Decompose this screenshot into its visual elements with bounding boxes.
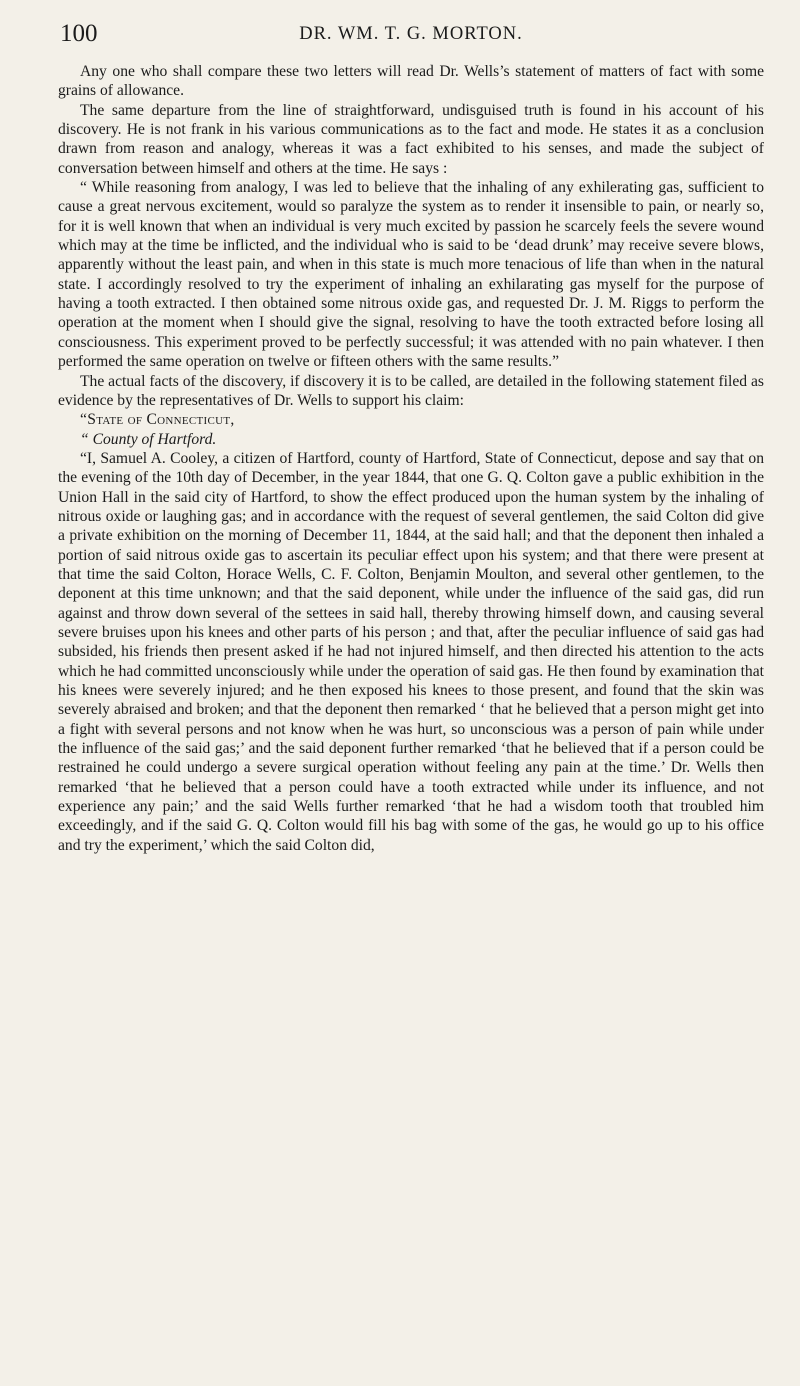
paragraph-departure-from-truth: The same departure from the line of straightforward, undisguised truth is found in his account of his discovery. He is not frank in his various communications as to the fact and mode. He states it as a conclusion drawn from reason and analogy, whereas it was a fact exhibited to his senses, and made the subject of conversation between himself and others at the time. He says : xyxy=(58,101,764,177)
paragraph-cooley-deposition: “I, Samuel A. Cooley, a citizen of Hartford, county of Hartford, State of Connecticut, depose and say that on the evening of the 10th day of December, in the year 1844, that one G. Q. Colton gave a public exhibition in the Union Hall in the said city of Hartford, to show the effect produced upon the human system by the inhaling of nitrous oxide or laughing gas; and in accordance with the request of several gentlemen, the said Colton did give a private exhibition on the morning of December 11, 1844, at the said hall; and that the deponent then inhaled a portion of said nitrous oxide gas to ascertain its peculiar effect upon his system; and that there were present at that time the said Colton, Horace Wells, C. F. Colton, Benjamin Moulton, and several other gentlemen, to the deponent at this time unknown; and that the said deponent, while under the influence of the said gas, did run against and throw down several of the settees in said hall, thereby throwing himself down, and causing several severe bruises upon his knees and other parts of his person ; and that, after the peculiar influence of said gas had subsided, his friends then present asked if he had not injured himself, and then directed his attention to the acts which he had committed unconsciously while under the operation of said gas. He then found by examination that his knees were severely injured; and he then exposed his knees to those present, and found that the skin was severely abraised and broken; and that the deponent then remarked ‘ that he believed that a person might get into a fight with several persons and not know when he was hurt, so unconscious was a person of pain while under the influence of the said gas;’ and the said deponent further remarked ‘that he believed that if a person could be restrained he could undergo a severe surgical operation without feeling any pain at the time.’ Dr. Wells then remarked ‘that he believed that a person could have a tooth extracted while under its influence, and not experience any pain;’ and the said Wells further remarked ‘that he had a wisdom tooth that troubled him exceedingly, and if the said G. Q. Colton would fill his bag with some of the gas, he would go up to his office and try the experiment,’ which the said Colton did, xyxy=(58,449,764,854)
running-head: DR. WM. T. G. MORTON. xyxy=(299,24,523,44)
body-text xyxy=(58,62,764,855)
page-number: 100 xyxy=(60,20,98,47)
deposition-state-line: “State of Connecticut, xyxy=(80,411,235,429)
paragraph-wells-quote: “ While reasoning from analogy, I was led to believe that the inhaling of any exhilerating gas, sufficient to cause a great nervous excitement, would so paralyze the system as to render it insensible to pain, or nearly so, for it is well known that when an individual is very much excited by passion he scarcely feels the severe wound which may at the time be inflicted, and the individual who is said to be ‘dead drunk’ may receive severe blows, apparently without the least pain, and when in this state is much more tenacious of life than when in the natural state. I accordingly resolved to try the experiment of inhaling an exhilarating gas myself for the purpose of having a tooth extracted. I then obtained some nitrous oxide gas, and requested Dr. J. M. Riggs to perform the operation at the moment when I should give the signal, resolving to have the tooth extracted before losing all consciousness. This experiment proved to be perfectly successful; it was attended with no pain whatever. I then performed the same operation on twelve or fifteen others with the same results.” xyxy=(58,179,764,371)
deposition-county-line: “ County of Hartford. xyxy=(80,430,217,448)
page-header xyxy=(58,18,764,62)
paragraph-actual-facts: The actual facts of the discovery, if discovery it is to be called, are detailed in the following statement filed as evidence by the representatives of Dr. Wells to support his claim: xyxy=(58,372,764,409)
paragraph-letters-comparison: Any one who shall compare these two letters will read Dr. Wells’s statement of matters of fact with some grains of allowance. xyxy=(58,63,764,100)
document-page xyxy=(58,18,764,1368)
